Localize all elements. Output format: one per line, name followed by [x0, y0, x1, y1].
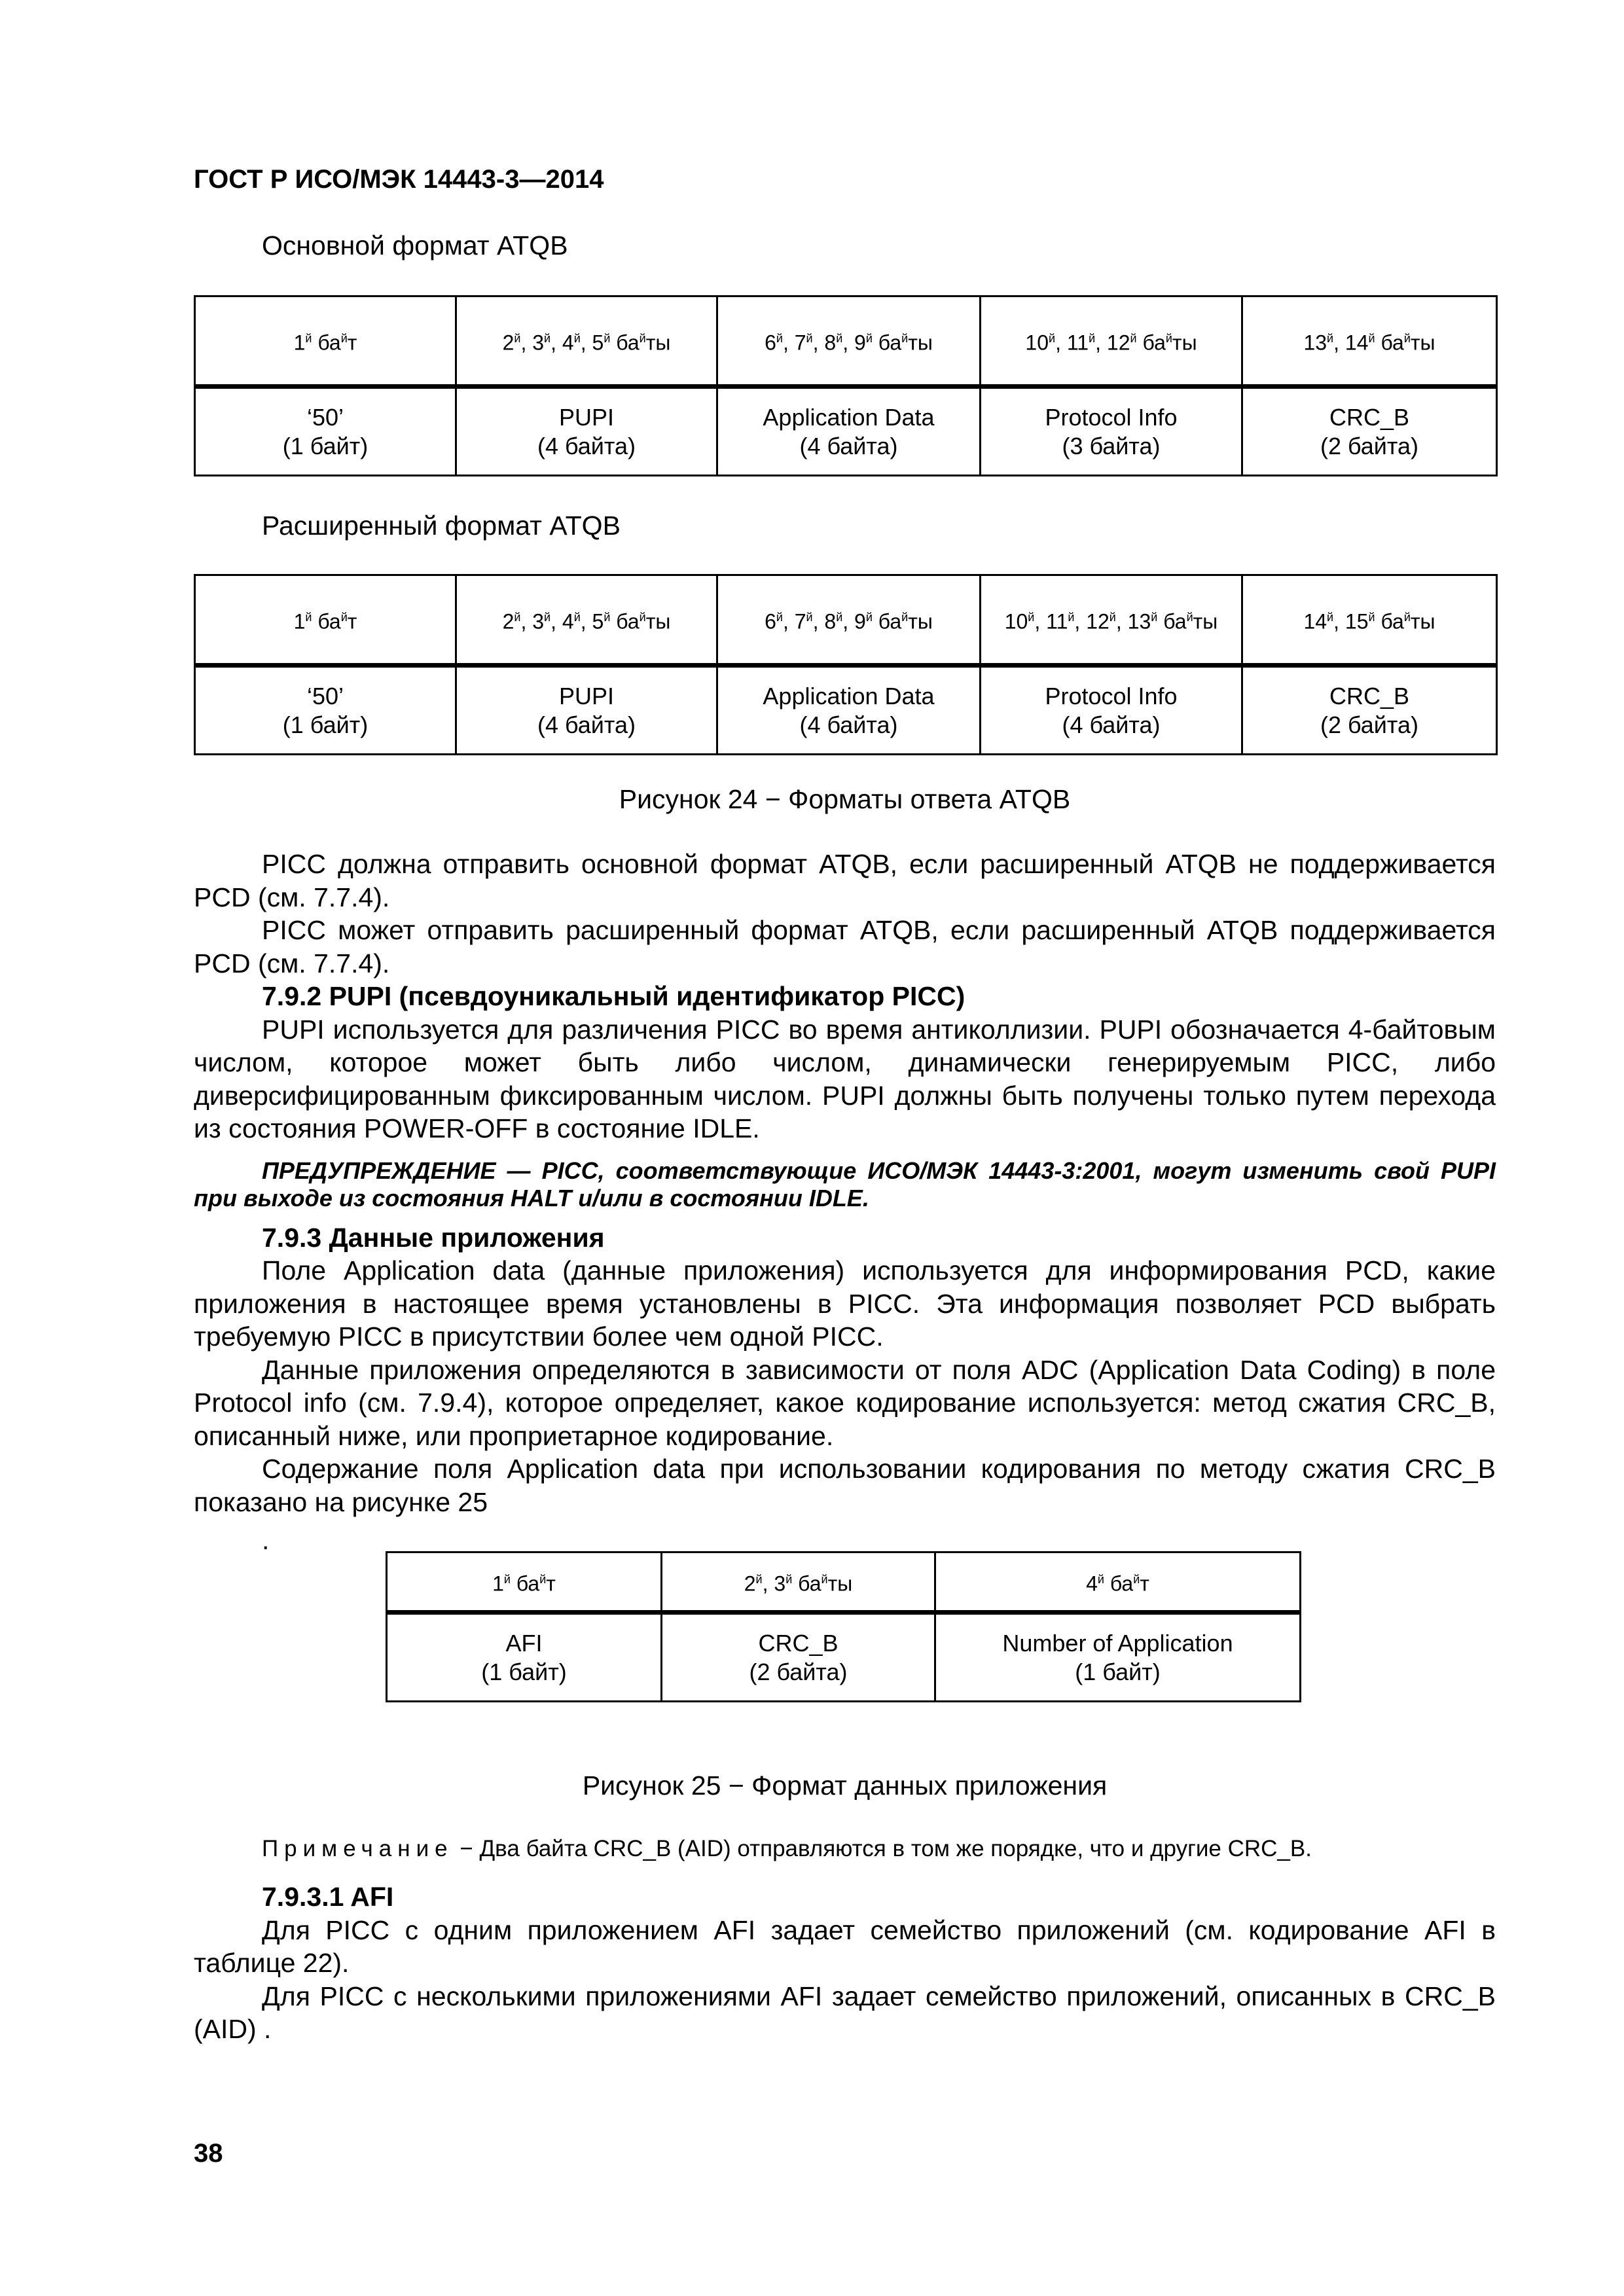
- cell-value: CRC_B: [1329, 403, 1410, 431]
- table-header-row: [387, 1552, 1301, 1613]
- header-cell: $13^й$, $14^й$ $ба^йты$: [1242, 296, 1497, 387]
- note: [262, 1836, 1312, 1862]
- cell-value: CRC_B: [758, 1629, 839, 1657]
- table-row: [195, 666, 1497, 755]
- value-cell: [981, 666, 1242, 755]
- cell-value: Protocol Info: [1045, 682, 1178, 709]
- header-cell: $1^й$ $ба^йт$: [195, 575, 456, 666]
- cell-size: (3 байта): [1062, 432, 1161, 459]
- cell-size: (2 байта): [1320, 432, 1419, 459]
- cell-value: PUPI: [558, 403, 615, 431]
- paragraph: Для PICC с несколькими приложениями AFI задает семейство приложений, описанных в CRC_B (AID) .: [194, 1981, 1496, 2044]
- header-cell: $4^й$ $ба^йт$: [935, 1552, 1301, 1613]
- table-header-row: [195, 575, 1497, 666]
- cell-size: (2 байта): [749, 1658, 848, 1685]
- value-cell: [1242, 387, 1497, 476]
- section-heading-7-9-2: 7.9.2 PUPI (псевдоуникальный идентификатор PICC): [262, 981, 965, 1011]
- header-cell: $1^й$ $ба^йт$: [387, 1552, 662, 1613]
- main-text: [194, 848, 1496, 1518]
- standard-header: ГОСТ Р ИСО/МЭК 14443-3—2014: [194, 165, 604, 194]
- paragraph: Поле Application data (данные приложения) используется для информирования PCD, какие приложения в настоящее время установлены в PICC. Эта информация позволяет PCD выбрать требуемую PICC в присутствии более чем одной PICC.: [194, 1255, 1496, 1352]
- figure-24-caption: Рисунок 24 − Форматы ответа ATQB: [619, 784, 1071, 814]
- section-heading-7-9-3: 7.9.3 Данные приложения: [262, 1222, 605, 1253]
- header-cell: $10^й$, $11^й$, $12^й$, $13^й$ $ба^йты$: [981, 575, 1242, 666]
- application-data-table: [386, 1551, 1301, 1702]
- value-cell: [717, 666, 981, 755]
- cell-value: PUPI: [558, 682, 615, 709]
- value-cell: [662, 1613, 935, 1702]
- value-cell: [981, 387, 1242, 476]
- cell-value: CRC_B: [1329, 682, 1410, 709]
- header-cell: $2^й$, $3^й$, $4^й$, $5^й$ $ба^йты$: [456, 296, 717, 387]
- header-cell: $6^й$, $7^й$, $8^й$, $9^й$ $ба^йты$: [717, 575, 981, 666]
- value-cell: [387, 1613, 662, 1702]
- paragraph: Содержание поля Application data при использовании кодирования по методу сжатия CRC_B показано на рисунке 25: [194, 1454, 1496, 1517]
- cell-value: AFI: [505, 1629, 543, 1657]
- section-heading-7-9-3-1: 7.9.3.1 AFI: [262, 1882, 394, 1912]
- cell-value: Protocol Info: [1045, 403, 1178, 431]
- note-label: Примечание: [262, 1836, 454, 1861]
- page-number: 38: [194, 2139, 223, 2168]
- header-cell: $10^й$, $11^й$, $12^й$ $ба^йты$: [981, 296, 1242, 387]
- paragraph: PICC должна отправить основной формат ATQB, если расширенный ATQB не поддерживается PCD (см. 7.7.4).: [194, 849, 1496, 912]
- value-cell: [195, 666, 456, 755]
- cell-size: (1 байт): [481, 1658, 567, 1685]
- cell-value: Application Data: [763, 403, 935, 431]
- table-header-row: [195, 296, 1497, 387]
- table-row: [195, 387, 1497, 476]
- value-cell: [717, 387, 981, 476]
- warning-note: ПРЕДУПРЕЖДЕНИЕ — PICC, соответствующие ИСО/МЭК 14443-3:2001, могут изменить свой PUPI при выходе из состояния HALT и/или в состоянии IDLE.: [194, 1157, 1496, 1211]
- cell-value: ‘50’: [306, 682, 344, 709]
- paragraph: Данные приложения определяются в зависимости от поля ADC (Application Data Coding) в поле Protocol info (см. 7.9.4), которое определяет, какое кодирование используется: метод сжатия CRC_B, описанный ниже, или проприетарное кодирование.: [194, 1354, 1496, 1451]
- extended-format-table: [194, 574, 1498, 755]
- cell-size: (4 байта): [537, 432, 636, 459]
- figure-25-caption: Рисунок 25 − Формат данных приложения: [582, 1770, 1108, 1801]
- header-cell: $2^й$, $3^й$ $ба^йты$: [662, 1552, 935, 1613]
- stray-dot: .: [262, 1525, 270, 1555]
- cell-value: Number of Application: [1002, 1629, 1233, 1657]
- header-cell: $2^й$, $3^й$, $4^й$, $5^й$ $ба^йты$: [456, 575, 717, 666]
- basic-format-table: [194, 295, 1498, 476]
- cell-size: (2 байта): [1320, 711, 1419, 738]
- note-text: − Два байта CRC_B (AID) отправляются в том же порядке, что и другие CRC_B.: [453, 1836, 1312, 1861]
- header-cell: $1^й$ $ба^йт$: [195, 296, 456, 387]
- paragraph: PUPI используется для различения PICC во время антиколлизии. PUPI обозначается 4-байтовым числом, которое может быть либо числом, динамически генерируемым PICC, либо диверсифицированным фиксированным числом. PUPI должны быть получены только путем перехода из состояния POWER-OFF в состояние IDLE.: [194, 1014, 1496, 1143]
- cell-value: ‘50’: [306, 403, 344, 431]
- value-cell: [195, 387, 456, 476]
- table-row: [387, 1613, 1301, 1702]
- cell-size: (1 байт): [282, 432, 369, 459]
- cell-size: (4 байта): [799, 711, 898, 738]
- basic-format-caption: Основной формат ATQB: [262, 230, 568, 260]
- cell-size: (4 байта): [537, 711, 636, 738]
- cell-size: (1 байт): [1075, 1658, 1161, 1685]
- cell-size: (4 байта): [799, 432, 898, 459]
- value-cell: [456, 387, 717, 476]
- extended-format-caption: Расширенный формат ATQB: [262, 511, 621, 541]
- value-cell: [935, 1613, 1301, 1702]
- value-cell: [456, 666, 717, 755]
- cell-size: (4 байта): [1062, 711, 1161, 738]
- afi-section: [194, 1880, 1496, 2046]
- header-cell: $6^й$, $7^й$, $8^й$, $9^й$ $ба^йты$: [717, 296, 981, 387]
- paragraph: Для PICC с одним приложением AFI задает семейство приложений (см. кодирование AFI в таблице 22).: [194, 1914, 1496, 1978]
- cell-value: Application Data: [763, 682, 935, 709]
- cell-size: (1 байт): [282, 711, 369, 738]
- header-cell: $14^й$, $15^й$ $ба^йты$: [1242, 575, 1497, 666]
- paragraph: PICC может отправить расширенный формат ATQB, если расширенный ATQB поддерживается PCD (см. 7.7.4).: [194, 915, 1496, 978]
- value-cell: [1242, 666, 1497, 755]
